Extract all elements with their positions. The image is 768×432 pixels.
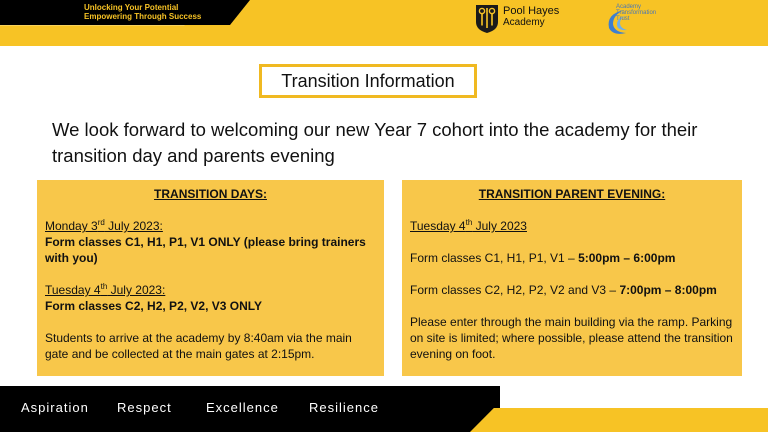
school-subtitle: Academy [503, 17, 545, 28]
trust-name-line1: Academy [616, 4, 642, 10]
evening-slot-2: Form classes C2, H2, P2, V2 and V3 – 7:00pm – 8:00pm [410, 283, 717, 297]
parent-evening-panel [402, 180, 742, 376]
transition-days-heading: TRANSITION DAYS: [154, 187, 267, 201]
footer-yellow-band [470, 408, 768, 432]
value-excellence: Excellence [206, 400, 279, 415]
day2-label: Tuesday 4th July 2023: [45, 282, 166, 297]
tagline-line1: Unlocking Your Potential [84, 3, 179, 12]
trust-name-line3: Trust [616, 16, 630, 22]
crest-icon [475, 4, 499, 34]
parent-evening-heading: TRANSITION PARENT EVENING: [478, 187, 666, 201]
header-banner [0, 0, 768, 50]
evening-slot-1: Form classes C1, H1, P1, V1 – 5:00pm – 6:00pm [410, 251, 676, 265]
day1-details: Form classes C1, H1, P1, V1 ONLY (please bring trainers with you) [45, 235, 366, 265]
day1-label: Monday 3rd July 2023: [45, 218, 163, 233]
value-respect: Respect [117, 400, 172, 415]
intro-text: We look forward to welcoming our new Year 7 cohort into the academy for their transition day and parents evening [52, 119, 698, 166]
transition-days-panel [37, 180, 384, 376]
value-resilience: Resilience [309, 400, 379, 415]
page-title: Transition Information [259, 64, 477, 98]
footer-banner [0, 386, 768, 432]
tagline-line2: Empowering Through Success [84, 12, 202, 21]
evening-date: Tuesday 4th July 2023 [410, 218, 527, 233]
arrival-info: Students to arrive at the academy by 8:40am via the main gate and be collected at the main gates at 2:15pm. [45, 331, 352, 361]
value-aspiration: Aspiration [21, 400, 89, 415]
day2-details: Form classes C2, H2, P2, V2, V3 ONLY [45, 299, 262, 313]
trust-name-line2: Transformation [616, 10, 657, 16]
school-name: Pool Hayes [503, 5, 560, 17]
evening-note: Please enter through the main building via the ramp. Parking on site is limited; where possible, please attend the transition evening on foot. [410, 315, 733, 361]
